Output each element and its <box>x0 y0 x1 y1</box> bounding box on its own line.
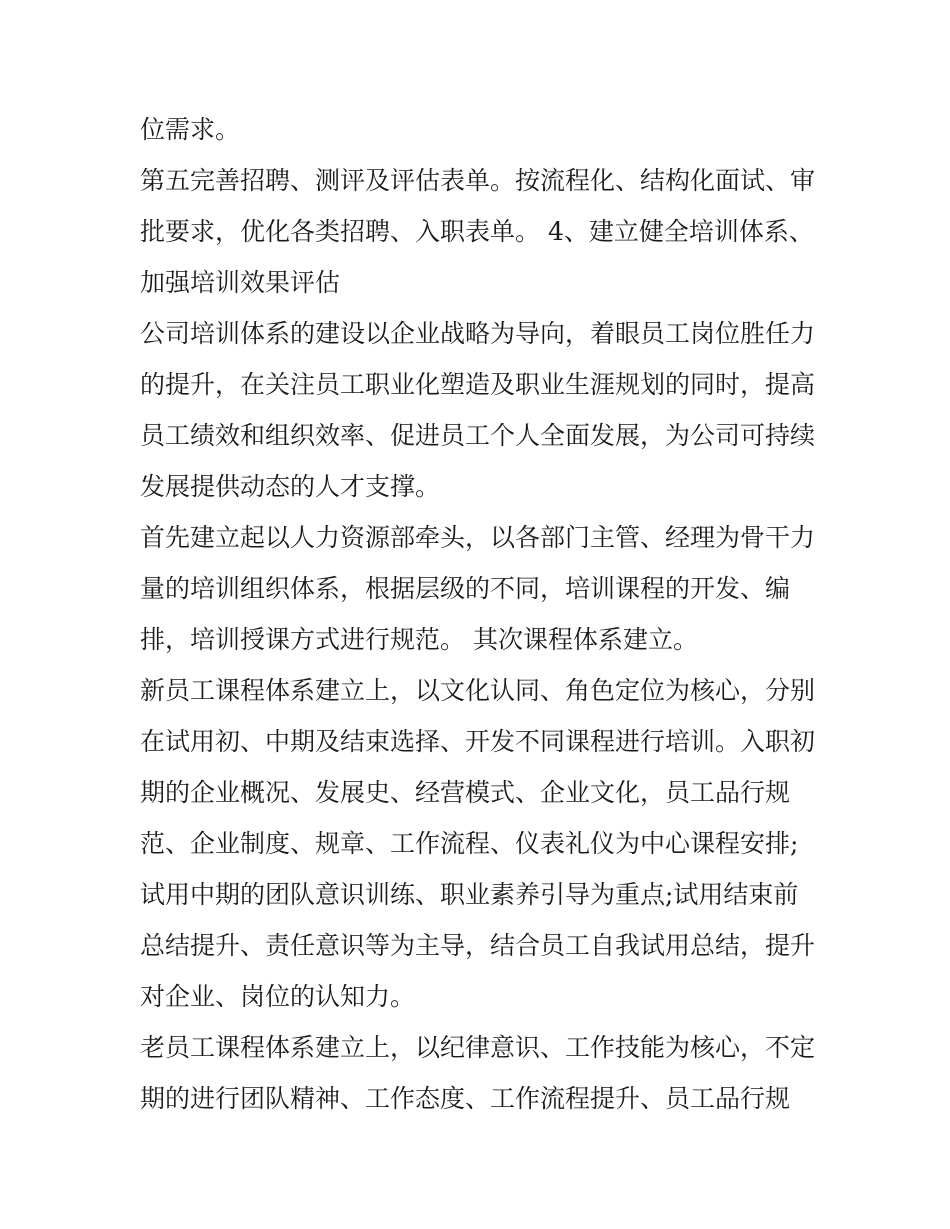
text-line: 员工绩效和组织效率、促进员工个人全面发展，为公司可持续 <box>140 421 816 450</box>
text-line: 发展提供动态的人才支撑。 <box>140 472 441 501</box>
text-line: 公司培训体系的建设以企业战略为导向，着眼员工岗位胜任力 <box>140 319 816 348</box>
text-line: 位需求。 <box>140 115 241 144</box>
text-line: 期的进行团队精神、工作态度、工作流程提升、员工品行规 <box>140 1084 791 1113</box>
text-line: 量的培训组织体系，根据层级的不同，培训课程的开发、编 <box>140 574 791 603</box>
text-line: 批要求，优化各类招聘、入职表单。 4、建立健全培训体系、 <box>140 217 814 246</box>
text-line: 第五完善招聘、测评及评估表单。按流程化、结构化面试、审 <box>140 166 816 195</box>
text-line: 老员工课程体系建立上，以纪律意识、工作技能为核心，不定 <box>140 1033 816 1062</box>
text-line: 试用中期的团队意识训练、职业素养引导为重点;试用结束前 <box>140 880 799 909</box>
text-line: 期的企业概况、发展史、经营模式、企业文化，员工品行规 <box>140 778 791 807</box>
text-line: 在试用初、中期及结束选择、开发不同课程进行培训。入职初 <box>140 727 816 756</box>
text-line: 范、企业制度、规章、工作流程、仪表礼仪为中心课程安排; <box>140 829 799 858</box>
text-line: 排，培训授课方式进行规范。 其次课程体系建立。 <box>140 625 698 654</box>
text-line: 的提升，在关注员工职业化塑造及职业生涯规划的同时，提高 <box>140 370 816 399</box>
text-line: 对企业、岗位的认知力。 <box>140 982 416 1011</box>
text-line: 新员工课程体系建立上，以文化认同、角色定位为核心，分别 <box>140 676 816 705</box>
text-line: 加强培训效果评估 <box>140 268 341 297</box>
text-line: 首先建立起以人力资源部牵头，以各部门主管、经理为骨干力 <box>140 523 816 552</box>
document-body <box>140 104 830 1124</box>
text-line: 总结提升、责任意识等为主导，结合员工自我试用总结，提升 <box>140 931 816 960</box>
